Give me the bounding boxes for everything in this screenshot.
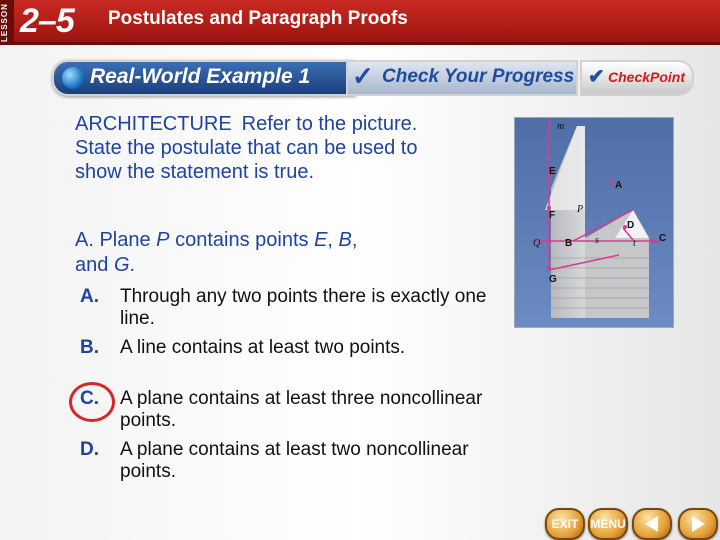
label-p: P — [577, 204, 584, 215]
checkmark-icon: ✓ — [352, 61, 374, 91]
previous-button[interactable] — [632, 508, 672, 540]
tab-check-label: Check Your Progress — [382, 66, 575, 87]
answer-text: Through any two points there is exactly one line. — [120, 286, 487, 329]
lesson-tab: LESSON — [0, 0, 14, 45]
answer-choices — [80, 286, 487, 490]
tab-real-world-example[interactable] — [52, 60, 356, 96]
answer-option-d[interactable] — [80, 439, 480, 489]
comma: , — [351, 229, 358, 251]
lesson-title: Postulates and Paragraph Proofs — [108, 8, 408, 29]
label-b: B — [565, 238, 573, 249]
menu-button[interactable]: MENU — [588, 508, 628, 540]
tab-checkpoint[interactable] — [580, 60, 694, 96]
answer-option-b[interactable] — [80, 337, 480, 387]
answer-letter: A. — [80, 286, 99, 307]
question-body: Refer to the picture. State the postulate that can be used to show the statement is true. — [75, 113, 418, 183]
question-lead: ARCHITECTURE — [75, 113, 232, 135]
answer-text: A plane contains at least two noncollinear points. — [120, 439, 469, 482]
lesson-header — [0, 0, 720, 45]
period: . — [129, 254, 136, 276]
label-t: t — [633, 238, 636, 249]
label-m: m — [557, 121, 565, 132]
exit-button[interactable]: EXIT — [545, 508, 585, 540]
point-b: B — [338, 229, 352, 251]
globe-icon — [62, 67, 84, 89]
answer-text: A line contains at least two points. — [120, 337, 406, 358]
point-e: E — [314, 229, 328, 251]
label-s: s — [595, 235, 599, 246]
answer-letter: C. — [80, 388, 99, 409]
label-e: E — [549, 166, 556, 177]
answer-text: A plane contains at least three noncollinear points. — [120, 388, 483, 431]
part-a-and: and — [75, 254, 109, 276]
building-diagram — [515, 118, 673, 327]
answer-option-a[interactable] — [80, 286, 487, 336]
checkpoint-icon: ✔ — [588, 66, 605, 88]
arrow-right-icon — [692, 516, 705, 532]
arrow-left-icon — [645, 516, 658, 532]
question-text — [75, 112, 455, 184]
answer-option-c[interactable] — [80, 388, 483, 438]
part-a-mid: contains points — [175, 229, 309, 251]
label-g: G — [549, 274, 557, 285]
answer-letter: B. — [80, 337, 99, 358]
point-g: G — [113, 254, 130, 276]
lesson-number: 2–5 — [20, 2, 74, 40]
answer-letter: D. — [80, 439, 99, 460]
part-a-statement — [75, 228, 455, 278]
label-f: F — [549, 210, 556, 221]
label-a: A — [615, 180, 623, 191]
plane-name: P — [156, 229, 170, 251]
tab-example-label: Real-World Example 1 — [90, 65, 311, 88]
label-d: D — [627, 220, 635, 231]
tab-check-your-progress[interactable] — [346, 60, 578, 96]
tab-checkpoint-label: CheckPoint — [608, 69, 686, 85]
label-q: Q — [533, 238, 541, 249]
part-a-label: A. Plane — [75, 229, 151, 251]
label-c: C — [659, 233, 667, 244]
architecture-picture — [514, 117, 674, 328]
next-button[interactable] — [678, 508, 718, 540]
comma: , — [327, 229, 333, 251]
